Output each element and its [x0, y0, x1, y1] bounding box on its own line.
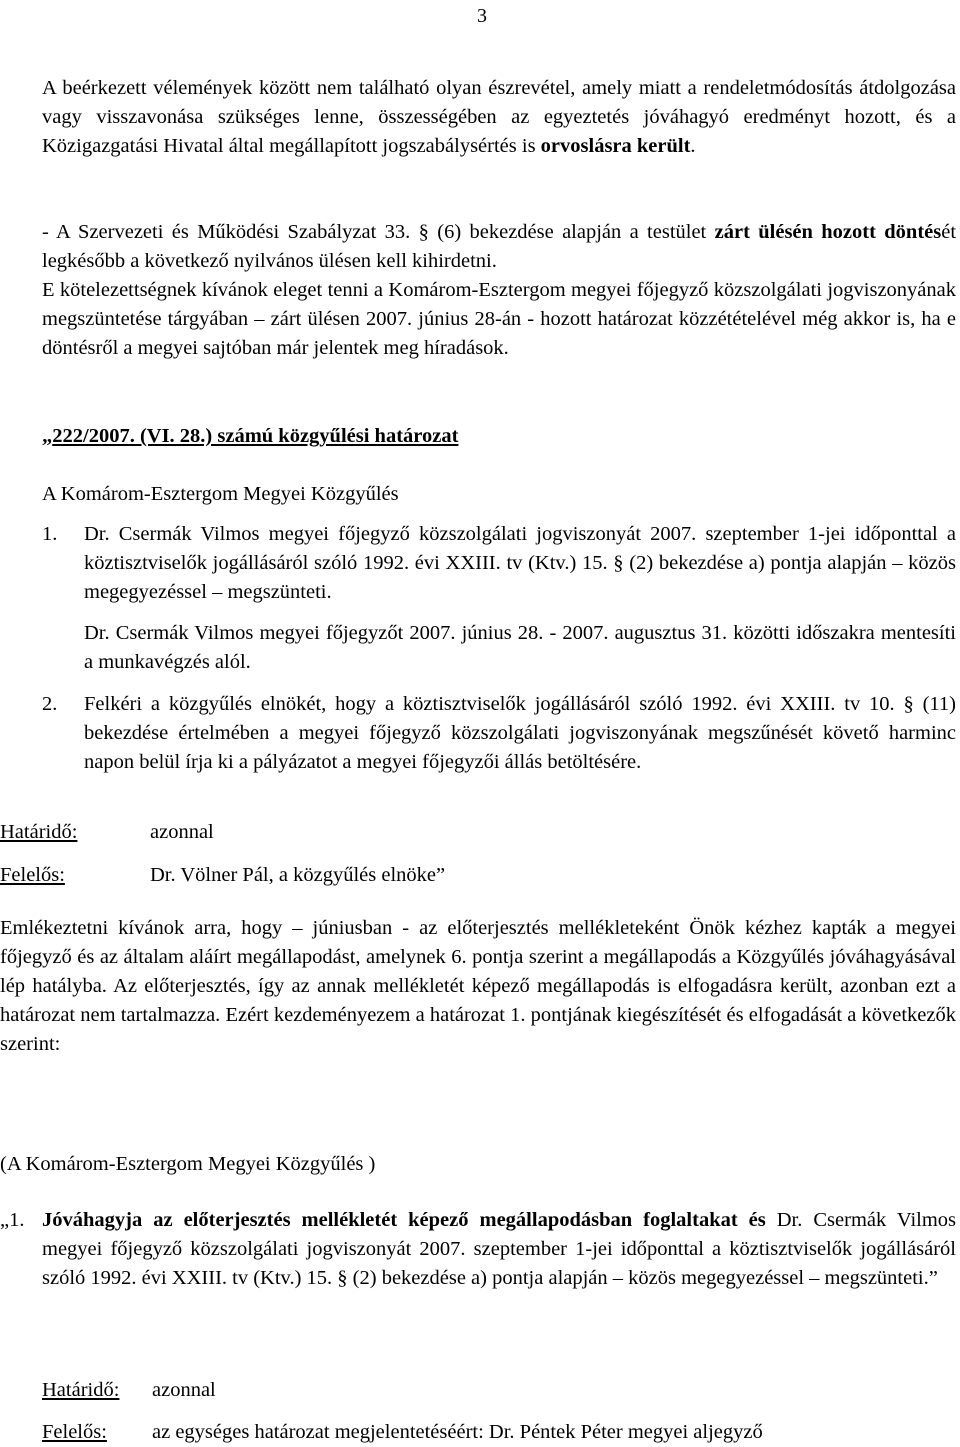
item-number: 2. [42, 693, 58, 715]
responsible-row-2 [42, 1418, 960, 1447]
assembly-name-2: (A Komárom-Esztergom Megyei Közgyűlés ) [0, 1153, 376, 1175]
deadline-row-2 [42, 1376, 960, 1405]
responsible-label: Felelős: [42, 1421, 107, 1443]
reminder-paragraph: Emlékeztetni kívánok arra, hogy – júniusban - az előterjesztés mellékleteként Önök kézhez kapták a megyei főjegyző és az általam aláírt megállapodást, amelynek 6. pontja szerint a megállapodás a Közgyűlés jóváhagyásával lép hatályba. Az előterjesztés, így az annak mellékletét képező megállapodás is elfogadásra került, azonban ezt a határozat nem tartalmazza. Ezért kezdeményezem a határozat 1. pontjának kiegészítését és elfogadását a következők szerint: [0, 917, 956, 1055]
responsible-row [0, 861, 960, 890]
responsible-value: Dr. Völner Pál, a közgyűlés elnöke” [150, 864, 446, 886]
deadline-value: azonnal [152, 1379, 216, 1401]
bold-phrase: orvoslásra került [540, 135, 691, 157]
responsible-label: Felelős: [0, 864, 65, 886]
item-text: Dr. Csermák Vilmos megyei főjegyző közszolgálati jogviszonyát 2007. szeptember 1-jei időponttal a köztisztviselők jogállásáról szóló 1992. évi XXIII. tv (Ktv.) 15. § (2) bekezdése a) pontja alapján – közös megegyezéssel – megszünteti. [84, 523, 956, 603]
resolution-title: „222/2007. (VI. 28.) számú közgyűlési határozat [42, 425, 459, 447]
intro-paragraph: A beérkezett vélemények között nem található olyan észrevétel, amely miatt a rendeletmódosítás átdolgozása vagy visszavonása szükséges lenne, összességében az egyeztetés jóváhagyó eredményt hozott, és a Közigazgatási Hivatal által megállapított jogszabálysértés is orvoslásra került. [42, 77, 956, 157]
item-text: Jóváhagyja az előterjesztés mellékletét képező megállapodásban foglaltakat és Dr. Csermák Vilmos megyei főjegyző közszolgálati jogviszonyát 2007. szeptember 1-jei időponttal a köztisztviselők jogállásáról szóló 1992. évi XXIII. tv (Ktv.) 15. § (2) bekezdése a) pontja alapján – közös megegyezéssel – megszünteti.” [42, 1209, 957, 1289]
responsible-value: az egységes határozat megjelentetéséért: Dr. Péntek Péter megyei aljegyző [152, 1421, 763, 1443]
item-number: „1. [0, 1209, 25, 1231]
resolution-item-1 [42, 520, 956, 607]
item-text: Felkéri a közgyűlés elnökét, hogy a köztisztviselők jogállásáról szóló 1992. évi XXIII. tv 10. § (11) bekezdése értelmében a megyei főjegyző közszolgálati jogviszonyának megszűnését követő harminc napon belül írja ki a pályázatot a megyei főjegyzői állás betöltésére. [84, 693, 956, 773]
amendment-item [0, 1206, 956, 1293]
obligation-paragraph: E kötelezettségnek kívánok eleget tenni a Komárom-Esztergom megyei főjegyző közszolgálati jogviszonyának megszüntetése tárgyában – zárt ülésen 2007. június 28-án - hozott határozat közzétételével még akkor is, ha e döntésről a megyei sajtóban már jelentek meg híradások. [42, 279, 956, 359]
deadline-label: Határidő: [0, 821, 78, 843]
rules-paragraph: - A Szervezeti és Működési Szabályzat 33. § (6) bekezdése alapján a testület zárt ülésén hozott döntését legkésőbb a következő nyilvános ülésen kell kihirdetni. [42, 221, 957, 272]
bold-phrase: zárt ülésén hozott döntés [714, 221, 942, 243]
assembly-name: A Komárom-Esztergom Megyei Közgyűlés [42, 483, 399, 505]
resolution-item-2 [42, 690, 956, 777]
deadline-label: Határidő: [42, 1379, 120, 1401]
item-number: 1. [42, 523, 58, 545]
deadline-value: azonnal [150, 821, 214, 843]
resolution-item-1b: Dr. Csermák Vilmos megyei főjegyzőt 2007. június 28. - 2007. augusztus 31. közötti időszakra mentesíti a munkavégzés alól. [84, 622, 956, 673]
page-number: 3 [477, 5, 487, 27]
deadline-row [0, 818, 960, 847]
